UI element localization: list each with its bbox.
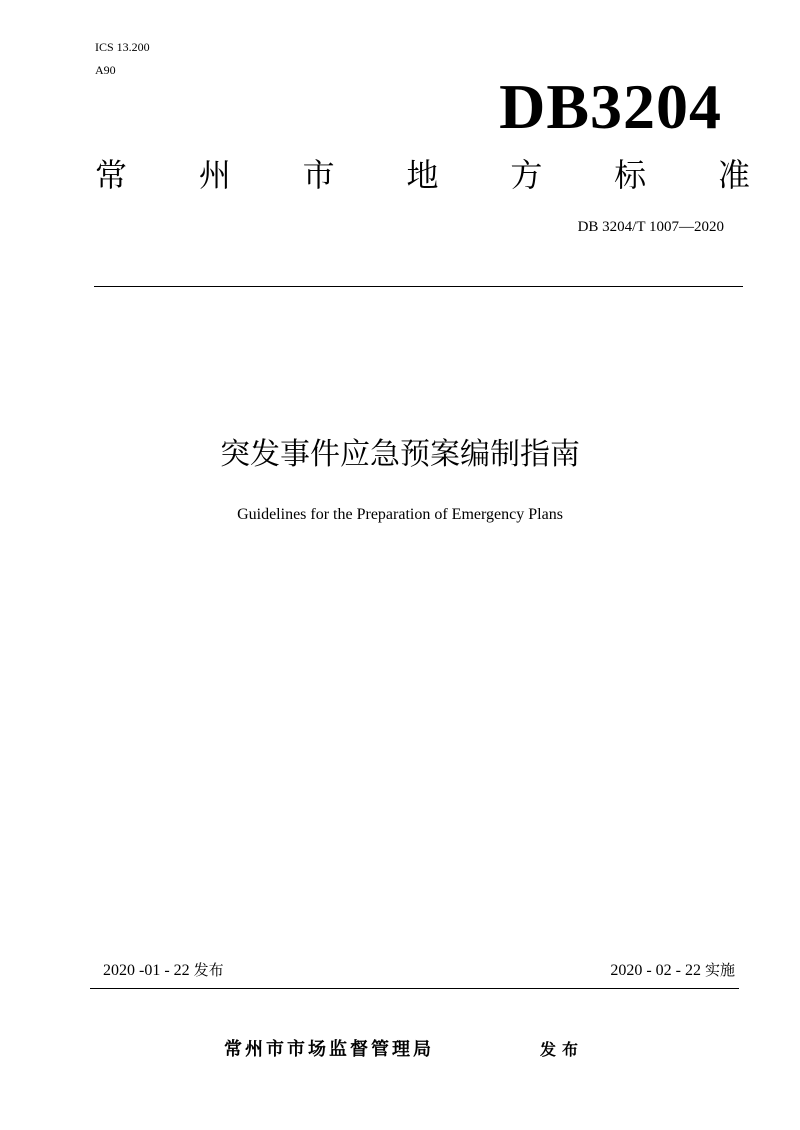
- standard-type-char: 准: [717, 156, 750, 194]
- document-title-en: Guidelines for the Preparation of Emergency Plans: [237, 506, 563, 523]
- bottom-divider: [90, 988, 739, 989]
- document-title-zh: 突发事件应急预案编制指南: [220, 437, 580, 472]
- publish-label: 发布: [540, 1040, 585, 1059]
- standard-type-char: 方: [510, 156, 543, 194]
- standard-type-char: 市: [302, 156, 335, 194]
- top-divider: [94, 286, 743, 287]
- issue-date-label: 发布: [193, 961, 224, 979]
- standard-type-char: 州: [198, 156, 231, 194]
- publisher: 常州市市场监督管理局: [224, 1039, 434, 1060]
- ics-code: ICS 13.200: [95, 40, 150, 54]
- standard-type: [95, 155, 750, 195]
- standard-type-char: 标: [614, 156, 647, 194]
- issue-date: [103, 960, 224, 981]
- standard-number: DB 3204/T 1007—2020: [577, 219, 724, 235]
- classification-code: A90: [95, 63, 116, 77]
- implementation-date: [610, 960, 735, 981]
- implementation-date-value: 2020 - 02 - 22: [610, 962, 701, 979]
- standard-type-char: 地: [406, 156, 439, 194]
- issue-date-value: 2020 -01 - 22: [103, 962, 190, 979]
- db-code: DB3204: [499, 71, 722, 142]
- implementation-date-label: 实施: [704, 961, 735, 979]
- standard-type-char: 常: [95, 156, 128, 194]
